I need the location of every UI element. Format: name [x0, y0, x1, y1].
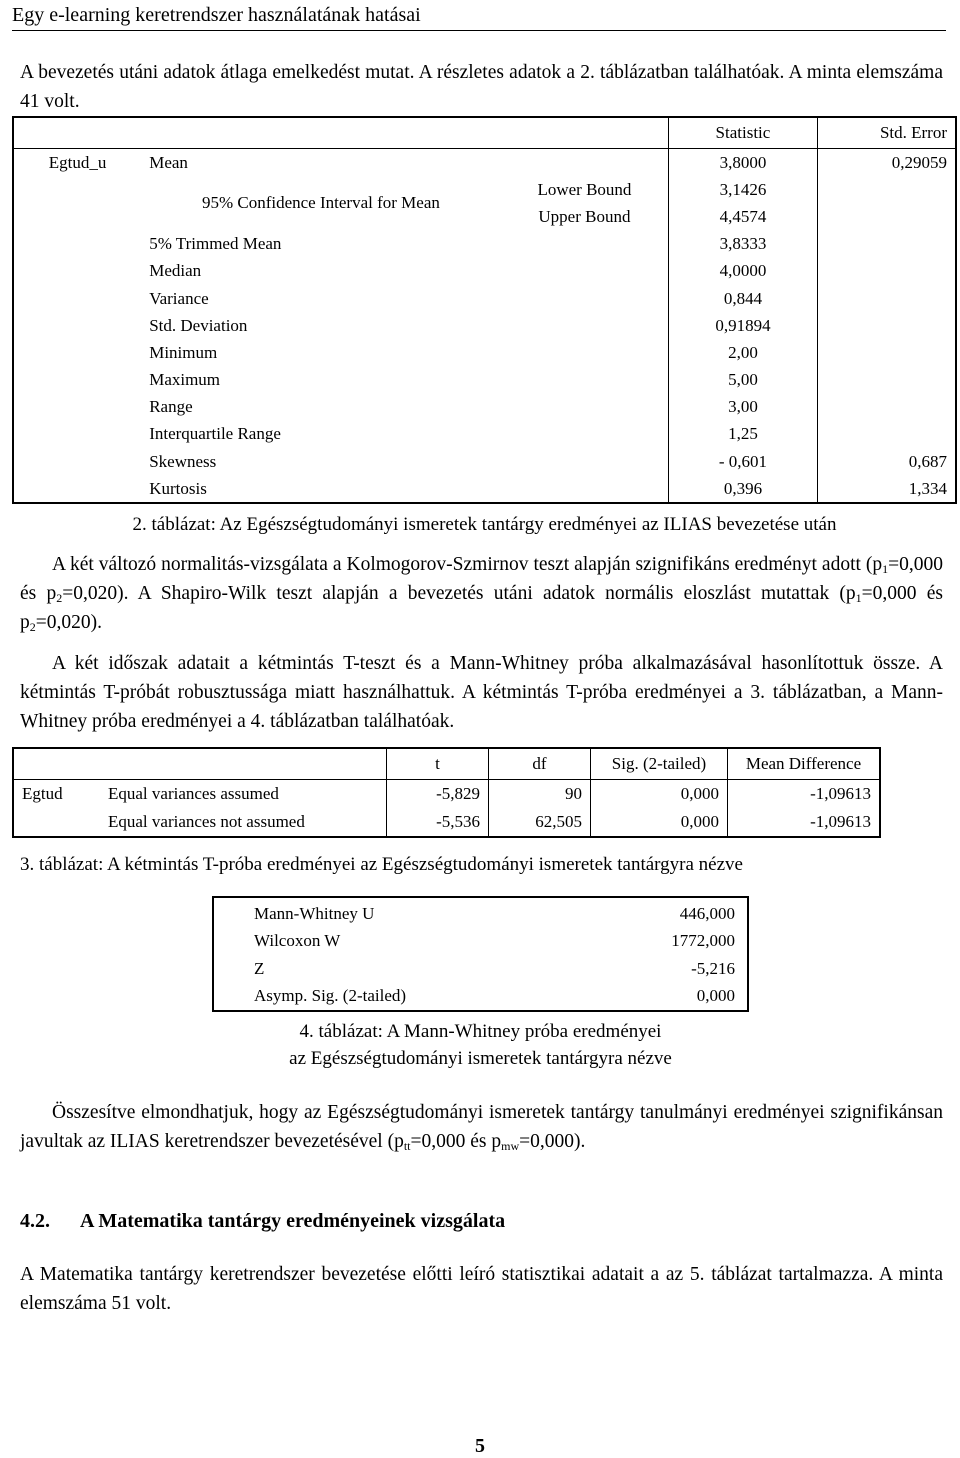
table-4-caption-line1: 4. táblázat: A Mann-Whitney próba eredményei [299, 1021, 662, 1042]
statistic-cell: 3,00 [669, 394, 817, 421]
descriptive-statistics-table [12, 116, 957, 504]
row-label: Variance [149, 288, 209, 308]
table-row [14, 339, 955, 366]
mean-diff-cell: -1,09613 [728, 808, 880, 836]
table-2-caption: 2. táblázat: Az Egészségtudományi ismeretek tantárgy eredményei az ILIAS bevezetése után [132, 514, 837, 535]
value-cell: 0,000 [696, 986, 735, 1006]
methods-paragraph: A két időszak adatait a kétmintás T-teszt és a Mann-Whitney próba alkalmazásával hasonlítottuk össze. A kétmintás T-próbát robusztussága miatt használhattuk. A kétmintás T-próba eredményei a 3. táblázatban, a Mann-Whitney próba eredményei a 4. táblázatban találhatóak. [20, 653, 943, 732]
normality-paragraph: A két változó normalitás-vizsgálata a Kolmogorov-Szmirnov teszt alapján szignifikáns eredményt adott ($p_1=0,000$ és $p_2=0,020$). A Shapiro-Wilk teszt alapján a bevezetés utáni adatok normális eloszlást mutattak ($p_1=0,000$ és $p_2=0,020$). [20, 554, 943, 634]
row-label: Equal variances not assumed [108, 812, 305, 831]
ci-lower-label: Lower Bound [537, 179, 632, 199]
section-title: A Matematika tantárgy eredményeinek vizsgálata [80, 1210, 506, 1232]
table-row [214, 983, 747, 1011]
std-error-cell [817, 367, 955, 394]
table-3-caption: 3. táblázat: A kétmintás T-próba eredményei az Egészségtudományi ismeretek tantárgyra nézve [20, 854, 743, 875]
table-row [14, 176, 955, 203]
table-row [14, 312, 955, 339]
std-error-cell [817, 312, 955, 339]
row-label: 5% Trimmed Mean [149, 234, 282, 254]
value-cell: 1772,000 [671, 931, 735, 951]
table-row [14, 231, 955, 258]
table-header-row [14, 118, 955, 149]
df-header: df [489, 749, 591, 780]
statistic-cell: 3,8000 [669, 149, 817, 177]
row-label: Minimum [149, 342, 218, 362]
row-label: Maximum [149, 370, 221, 390]
row-label: Asymp. Sig. (2-tailed) [254, 986, 407, 1006]
table-row [14, 149, 955, 177]
df-cell: 62,505 [489, 808, 591, 836]
sig-header: Sig. (2-tailed) [591, 749, 728, 780]
section-heading [20, 1206, 505, 1236]
table-row [214, 928, 747, 956]
row-label: Skewness [149, 451, 217, 471]
std-error-header: Std. Error [817, 118, 955, 149]
table-row [214, 900, 747, 928]
row-label: Mean [149, 152, 188, 172]
table-header-row [14, 749, 879, 780]
running-header: Egy e-learning keretrendszer használatának hatásai [12, 2, 946, 31]
mean-diff-cell: -1,09613 [728, 780, 880, 809]
row-label: Std. Deviation [149, 315, 248, 335]
table-row [14, 475, 955, 502]
row-label: Median [149, 261, 202, 281]
t-header: t [387, 749, 489, 780]
table-row [14, 780, 879, 809]
table-row [14, 448, 955, 475]
std-error-cell [817, 421, 955, 448]
summary-paragraph: Összesítve elmondhatjuk, hogy az Egészségtudományi ismeretek tantárgy tanulmányi eredményei szignifikánsan javultak az ILIAS keretrendszer bevezetésével ($p_{tt}=0,000$ és $p_{mw}=0,000$). [20, 1102, 943, 1153]
row-label: Range [149, 397, 193, 417]
df-cell: 90 [489, 780, 591, 809]
t-cell: -5,829 [387, 780, 489, 809]
t-test-table [12, 747, 881, 838]
table-row [14, 367, 955, 394]
mann-whitney-table [212, 896, 749, 1012]
statistic-cell: 1,25 [669, 421, 817, 448]
row-label: Interquartile Range [149, 424, 281, 444]
std-error-cell [817, 285, 955, 312]
statistic-cell: 2,00 [669, 339, 817, 366]
math-intro-paragraph: A Matematika tantárgy keretrendszer bevezetése előtti leíró statisztikai adatait a az 5. táblázat tartalmazza. A minta elemszáma 51 volt. [20, 1264, 943, 1314]
table-row [14, 258, 955, 285]
statistic-cell: 0,844 [669, 285, 817, 312]
value-cell: -5,216 [691, 958, 735, 978]
std-error-cell [817, 394, 955, 421]
statistic-cell: 5,00 [669, 367, 817, 394]
std-error-cell: 1,334 [817, 475, 955, 502]
table-row [14, 421, 955, 448]
intro-paragraph: A bevezetés utáni adatok átlaga emelkedést mutat. A részletes adatok a 2. táblázatban találhatóak. A minta elemszáma 41 volt. [20, 62, 943, 112]
std-error-cell: 0,29059 [817, 149, 955, 177]
table-4-caption [212, 1018, 749, 1072]
mean-diff-header: Mean Difference [728, 749, 880, 780]
value-cell: 446,000 [679, 903, 735, 923]
std-error-cell: 0,687 [817, 448, 955, 475]
row-label: Equal variances assumed [108, 784, 279, 803]
group-label: Egtud [22, 784, 63, 803]
ci-label: 95% Confidence Interval for Mean [201, 193, 440, 213]
statistic-cell: 4,0000 [669, 258, 817, 285]
row-label: Mann-Whitney U [254, 903, 375, 923]
sig-cell: 0,000 [591, 808, 728, 836]
ci-upper-label: Upper Bound [538, 206, 631, 226]
statistic-header: Statistic [669, 118, 817, 149]
row-label: Z [254, 958, 265, 978]
group-label: Egtud_u [48, 152, 107, 172]
statistic-cell: - 0,601 [669, 448, 817, 475]
statistic-cell: 4,4574 [669, 203, 817, 230]
table-row [14, 285, 955, 312]
table-row [214, 955, 747, 983]
table-row [14, 808, 879, 836]
t-cell: -5,536 [387, 808, 489, 836]
section-number: 4.2. [20, 1210, 50, 1232]
row-label: Kurtosis [149, 478, 207, 498]
statistic-cell: 0,396 [669, 475, 817, 502]
table-row [14, 394, 955, 421]
row-label: Wilcoxon W [254, 931, 341, 951]
statistic-cell: 3,1426 [669, 176, 817, 203]
statistic-cell: 3,8333 [669, 231, 817, 258]
std-error-cell [817, 339, 955, 366]
page-number: 5 [475, 1435, 485, 1457]
sig-cell: 0,000 [591, 780, 728, 809]
std-error-cell [817, 231, 955, 258]
table-4-caption-line2: az Egészségtudományi ismeretek tantárgyra nézve [289, 1048, 672, 1069]
statistic-cell: 0,91894 [669, 312, 817, 339]
std-error-cell [817, 258, 955, 285]
